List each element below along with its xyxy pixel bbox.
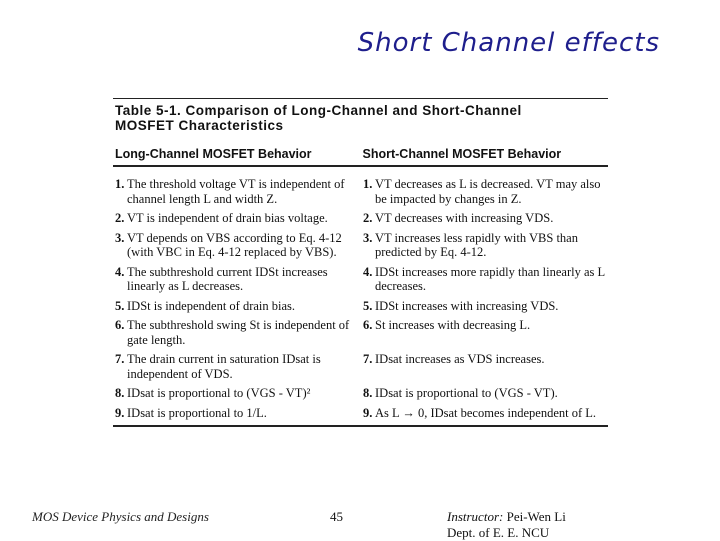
row-number: 3. [363,230,373,245]
row-number: 1. [363,177,373,191]
row-number: 3. [115,230,125,245]
table-row [113,265,608,294]
caption-line-2: MOSFET Characteristics [115,118,284,133]
page-number: 45 [330,509,343,524]
table-row [113,177,608,206]
table-row [113,352,608,381]
row-number: 9. [363,405,373,420]
row-number: 8. [363,386,373,400]
instructor-info [447,509,566,541]
header-rule [113,165,608,167]
table-row [113,318,608,347]
caption-line-1: Table 5-1. Comparison of Long-Channel and Short-Channel [115,103,522,118]
long-channel-cell: IDSt is independent of drain bias. [127,298,296,313]
table-caption [113,99,608,133]
row-number: 5. [115,298,125,313]
row-number: 4. [363,264,373,279]
bottom-rule [113,425,608,427]
short-channel-cell: IDSt increases with increasing VDS. [375,298,559,313]
short-channel-cell: As L → 0, IDsat becomes independent of L. [375,405,597,420]
row-number: 2. [363,211,373,225]
long-channel-cell: The subthreshold swing St is independent of gate length. [127,318,350,347]
header-short-channel: Short-Channel MOSFET Behavior [362,147,562,161]
short-channel-cell: IDsat is proportional to (VGS - VT). [375,386,558,400]
row-number: 9. [115,405,125,420]
short-channel-cell: St increases with decreasing L. [375,318,531,332]
department: Dept. of E. E. NCU [447,525,550,540]
row-number: 7. [115,352,125,366]
short-channel-cell: VT decreases with increasing VDS. [375,211,554,225]
table-row [113,231,608,260]
long-channel-cell: VT is independent of drain bias voltage. [127,211,328,225]
long-channel-cell: The subthreshold current IDSt increases linearly as L decreases. [127,264,328,293]
long-channel-cell: IDsat is proportional to (VGS - VT)² [127,386,311,400]
long-channel-cell: The drain current in saturation IDsat is independent of VDS. [127,352,321,381]
table-row [113,299,608,314]
long-channel-cell: VT depends on VBS according to Eq. 4-12 (with VBC in Eq. 4-12 replaced by VBS). [127,230,342,259]
row-number: 4. [115,264,125,279]
long-channel-cell: The threshold voltage VT is independent of channel length L and width Z. [127,177,345,206]
short-channel-cell: VT increases less rapidly with VBS than predicted by Eq. 4-12. [375,230,578,259]
row-number: 6. [363,318,373,332]
short-channel-cell: VT decreases as L is decreased. VT may also be impacted by changes in Z. [375,177,601,206]
table-row [113,211,608,226]
comparison-table [113,98,608,427]
row-number: 1. [115,177,125,191]
row-number: 8. [115,386,125,400]
short-channel-cell: IDsat increases as VDS increases. [375,352,545,366]
slide-title: Short Channel effects [357,28,660,58]
header-long-channel: Long-Channel MOSFET Behavior [115,147,312,161]
table-row [113,386,608,401]
column-headers [113,147,608,165]
short-channel-cell: IDSt increases more rapidly than linearly as L decreases. [375,264,605,293]
table-row [113,406,608,421]
row-number: 7. [363,352,373,366]
table-rows [113,177,608,420]
row-number: 2. [115,211,125,225]
course-name: MOS Device Physics and Designs [32,509,209,524]
instructor-name: Pei-Wen Li [506,509,566,524]
row-number: 5. [363,298,373,313]
long-channel-cell: IDsat is proportional to 1/L. [127,405,267,420]
row-number: 6. [115,318,125,332]
instructor-label: Instructor: [447,509,504,524]
